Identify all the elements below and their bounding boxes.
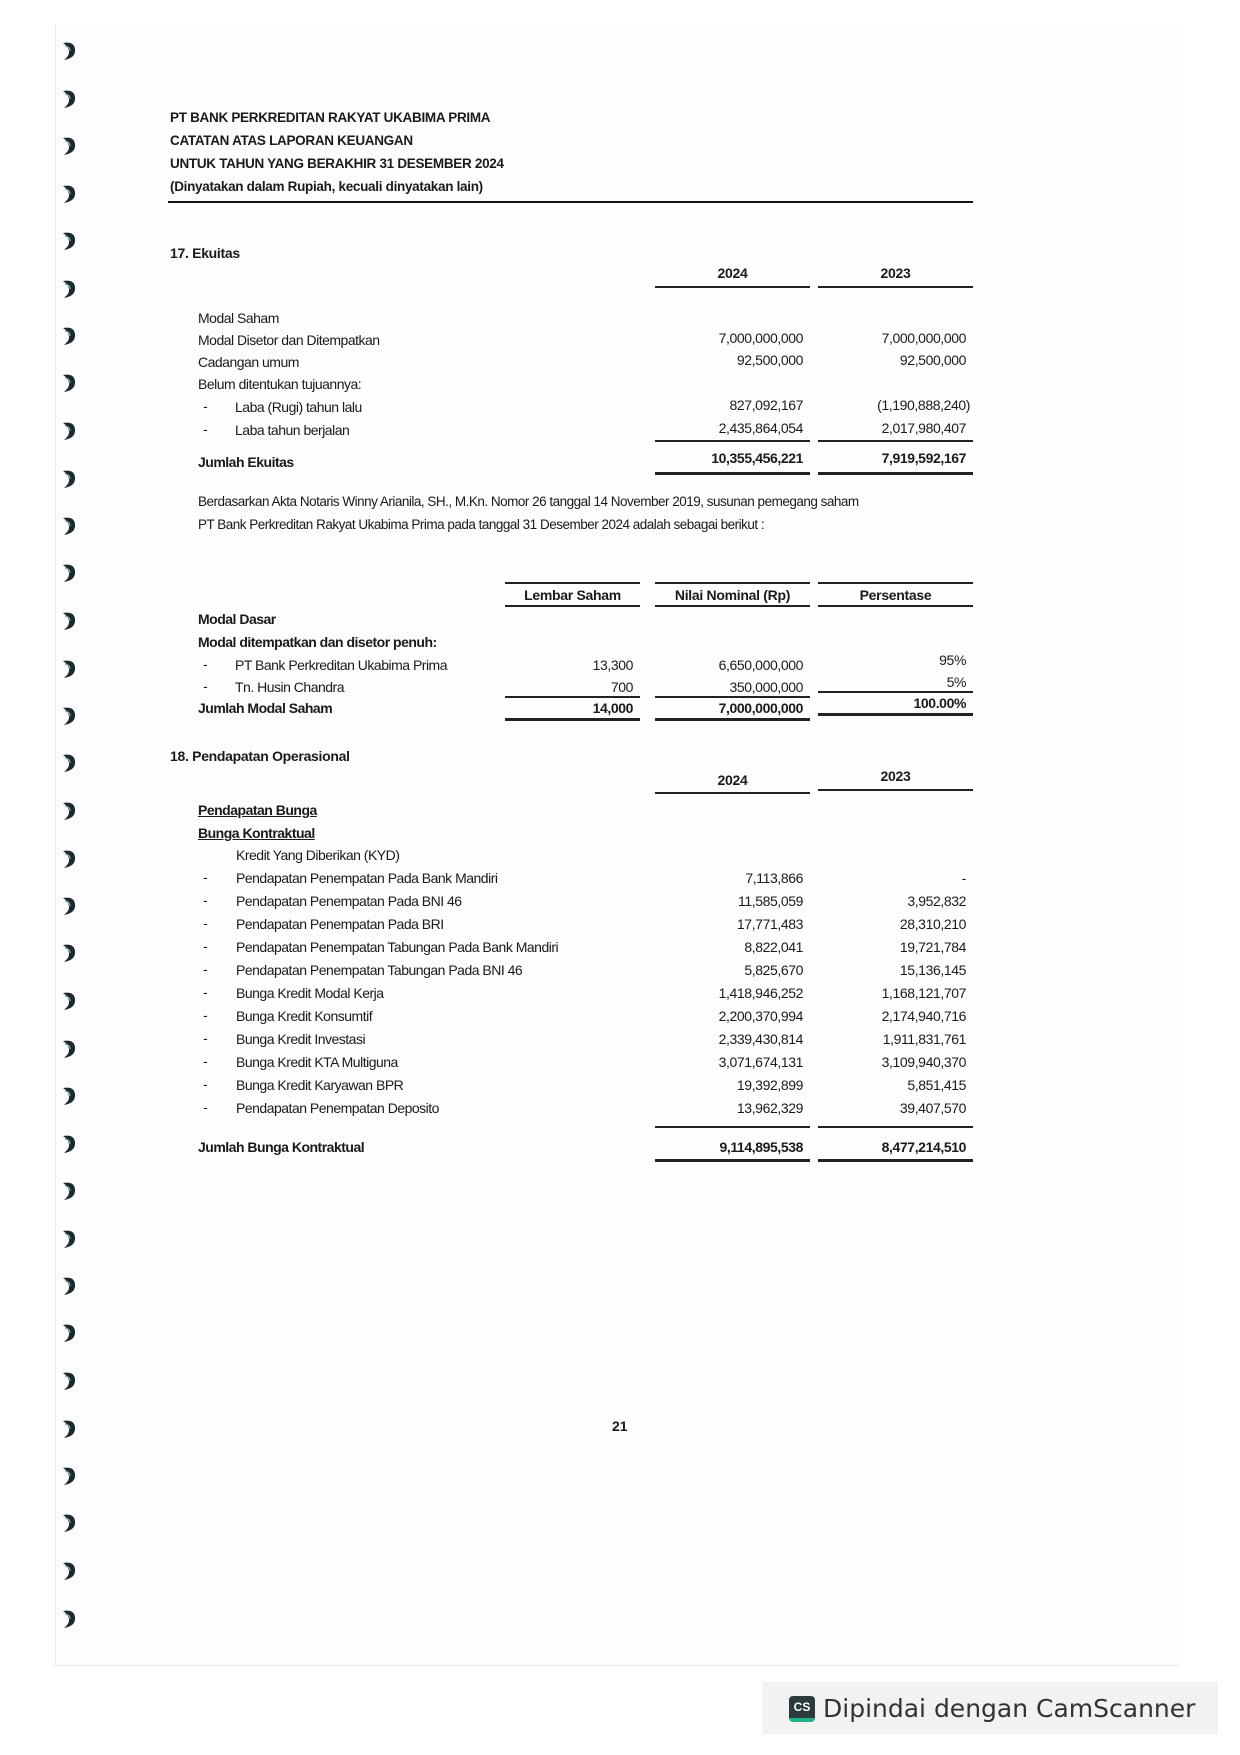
binder-ring-icon <box>60 562 78 584</box>
bullet: - <box>203 869 208 885</box>
binder-ring-icon <box>60 895 78 917</box>
equity-value-2023: 7,000,000,000 <box>881 330 966 346</box>
binder-ring-icon <box>60 610 78 632</box>
equity-value-2024: 2,435,864,054 <box>718 420 803 436</box>
income-row-label: Bunga Kredit Modal Kerja <box>236 985 384 1001</box>
income-value-2024: 7,113,866 <box>745 870 803 886</box>
income-value-2023: 15,136,145 <box>899 962 966 978</box>
bullet: - <box>203 1099 208 1115</box>
income-value-2023: 2,174,940,716 <box>881 1008 966 1024</box>
binder-ring-icon <box>60 1512 78 1534</box>
bullet: - <box>203 1030 208 1046</box>
rule <box>655 792 810 794</box>
binder-ring-icon <box>60 468 78 490</box>
income-value-2024: 5,825,670 <box>744 962 803 978</box>
bunga-kontraktual-heading: Bunga Kontraktual <box>198 825 315 841</box>
equity-value-2023: 2,017,980,407 <box>881 420 966 436</box>
col-lembar-saham: Lembar Saham <box>524 587 621 603</box>
income-value-2024: 17,771,483 <box>736 916 803 932</box>
bullet: - <box>203 398 208 414</box>
equity-row-label: Laba tahun berjalan <box>235 422 350 438</box>
binder-ring-icon <box>60 1322 78 1344</box>
equity-row-label: Modal Saham <box>198 310 279 326</box>
equity-value-2023: 92,500,000 <box>899 352 966 368</box>
col-2024: 2024 <box>717 772 748 788</box>
binder-ring-icon <box>60 990 78 1012</box>
section-17-title: 17. Ekuitas <box>170 245 240 261</box>
income-row-label: Pendapatan Penempatan Deposito <box>236 1100 439 1116</box>
col-persentase: Persentase <box>859 587 932 603</box>
income-value-2024: 11,585,059 <box>737 893 803 909</box>
binder-ring-icon <box>60 1133 78 1155</box>
double-rule <box>505 718 640 721</box>
income-row-label: Bunga Kredit KTA Multiguna <box>236 1054 398 1070</box>
share-total-percentage: 100.00% <box>913 695 966 711</box>
binder-ring-icon <box>60 325 78 347</box>
company-name: PT BANK PERKREDITAN RAKYAT UKABIMA PRIMA <box>170 110 491 125</box>
income-value-2024: 2,339,430,814 <box>718 1031 803 1047</box>
rule <box>655 1126 810 1128</box>
shareholder-percentage: 95% <box>939 652 966 668</box>
income-value-2024: 8,822,041 <box>744 939 803 955</box>
binder-ring-icon <box>60 40 78 62</box>
binder-ring-icon <box>60 1038 78 1060</box>
shareholder-name: PT Bank Perkreditan Ukabima Prima <box>235 657 447 673</box>
rule <box>818 440 973 442</box>
section-18-title: 18. Pendapatan Operasional <box>170 748 350 764</box>
income-value-2023: 28,310,210 <box>899 916 966 932</box>
rule <box>818 1126 973 1128</box>
share-total-shares: 14,000 <box>592 700 633 716</box>
col-2023: 2023 <box>880 265 911 281</box>
modal-dasar-label: Modal Dasar <box>198 611 276 627</box>
equity-row-label: Belum ditentukan tujuannya: <box>198 376 362 392</box>
shareholder-nominal: 350,000,000 <box>729 679 803 695</box>
equity-total-2024: 10,355,456,221 <box>711 450 803 466</box>
income-total-label: Jumlah Bunga Kontraktual <box>198 1139 365 1155</box>
shareholder-name: Tn. Husin Chandra <box>235 679 345 695</box>
bullet: - <box>203 421 208 437</box>
income-row-label: Bunga Kredit Konsumtif <box>236 1008 373 1024</box>
binder-ring-icon <box>60 278 78 300</box>
page-number: 21 <box>612 1418 628 1434</box>
rule <box>505 605 640 607</box>
bullet: - <box>203 961 208 977</box>
binder-ring-icon <box>60 1608 78 1630</box>
binder-ring-icon <box>60 135 78 157</box>
rule <box>818 789 973 791</box>
equity-row-label: Laba (Rugi) tahun lalu <box>235 399 362 415</box>
shareholder-percentage: 5% <box>946 674 966 690</box>
camscanner-watermark-text: Dipindai dengan CamScanner <box>823 1694 1196 1723</box>
binder-ring-icon <box>60 705 78 727</box>
header-divider <box>168 201 973 203</box>
income-value-2024: 2,200,370,994 <box>718 1008 803 1024</box>
income-value-2024: 19,392,899 <box>736 1077 803 1093</box>
share-total-label: Jumlah Modal Saham <box>198 700 333 716</box>
rule <box>655 582 810 584</box>
binder-ring-icon <box>60 1418 78 1440</box>
income-value-2023: 3,109,940,370 <box>881 1054 966 1070</box>
binder-ring-icon <box>60 1370 78 1392</box>
currency-note: (Dinyatakan dalam Rupiah, kecuali dinyatakan lain) <box>170 179 483 194</box>
notary-paragraph-line2: PT Bank Perkreditan Rakyat Ukabima Prima pada tanggal 31 Desember 2024 adalah sebagai berikut : <box>198 517 765 532</box>
notary-paragraph-line1: Berdasarkan Akta Notaris Winny Arianila, SH., M.Kn. Nomor 26 tanggal 14 November 2019, susunan pemegang saham <box>198 494 859 509</box>
binder-ring-icon <box>60 230 78 252</box>
double-rule <box>818 713 973 716</box>
income-total-2023: 8,477,214,510 <box>881 1139 966 1155</box>
binder-ring-icon <box>60 658 78 680</box>
col-nilai-nominal: Nilai Nominal (Rp) <box>674 587 791 603</box>
pendapatan-bunga-heading: Pendapatan Bunga <box>198 802 317 818</box>
double-rule <box>655 718 810 721</box>
share-total-nominal: 7,000,000,000 <box>718 700 803 716</box>
income-value-2023: 1,168,121,707 <box>881 985 966 1001</box>
income-value-2023: 3,952,832 <box>907 893 966 909</box>
kyd-heading: Kredit Yang Diberikan (KYD) <box>236 847 400 863</box>
rule <box>655 605 810 607</box>
income-value-2023: 1,911,831,761 <box>882 1031 966 1047</box>
rule <box>818 582 973 584</box>
income-row-label: Pendapatan Penempatan Tabungan Pada Bank Mandiri <box>236 939 559 955</box>
rule <box>655 440 810 442</box>
rule <box>655 286 810 288</box>
rule <box>818 691 973 693</box>
binder-ring-icon <box>60 372 78 394</box>
modal-ditempatkan-label: Modal ditempatkan dan disetor penuh: <box>198 634 437 650</box>
income-row-label: Bunga Kredit Karyawan BPR <box>236 1077 404 1093</box>
report-period: UNTUK TAHUN YANG BERAKHIR 31 DESEMBER 2024 <box>170 156 504 171</box>
bullet: - <box>203 915 208 931</box>
income-value-2024: 13,962,329 <box>736 1100 803 1116</box>
binder-ring-icon <box>60 1085 78 1107</box>
binder-ring-icon <box>60 1275 78 1297</box>
bullet: - <box>203 656 208 672</box>
bullet: - <box>203 892 208 908</box>
binder-ring-icon <box>60 420 78 442</box>
equity-total-label: Jumlah Ekuitas <box>198 454 294 470</box>
rule <box>818 286 973 288</box>
income-row-label: Pendapatan Penempatan Tabungan Pada BNI 46 <box>236 962 523 978</box>
income-value-2023: 19,721,784 <box>899 939 966 955</box>
equity-total-2023: 7,919,592,167 <box>881 450 966 466</box>
bullet: - <box>203 984 208 1000</box>
income-value-2024: 3,071,674,131 <box>718 1054 803 1070</box>
equity-value-2024: 7,000,000,000 <box>718 330 803 346</box>
income-value-2024: 1,418,946,252 <box>718 985 803 1001</box>
income-value-2023: 39,407,570 <box>899 1100 966 1116</box>
binder-ring-icon <box>60 1560 78 1582</box>
rule <box>505 696 640 698</box>
bullet: - <box>203 1076 208 1092</box>
bullet: - <box>203 938 208 954</box>
income-total-2024: 9,114,895,538 <box>719 1139 803 1155</box>
income-row-label: Pendapatan Penempatan Pada BNI 46 <box>236 893 462 909</box>
equity-value-2024: 92,500,000 <box>736 352 803 368</box>
double-rule <box>818 1159 973 1162</box>
col-2024: 2024 <box>717 265 748 281</box>
shareholder-shares: 13,300 <box>592 657 633 673</box>
camscanner-logo-icon: CS <box>789 1696 815 1722</box>
binder-ring-icon <box>60 183 78 205</box>
double-rule <box>655 1159 810 1162</box>
binder-ring-icon <box>60 1180 78 1202</box>
bullet: - <box>203 1053 208 1069</box>
report-title: CATATAN ATAS LAPORAN KEUANGAN <box>170 133 413 148</box>
equity-row-label: Modal Disetor dan Ditempatkan <box>198 332 380 348</box>
binder-ring-icon <box>60 515 78 537</box>
binder-ring-icon <box>60 1228 78 1250</box>
binder-ring-icon <box>60 1465 78 1487</box>
equity-value-2023: (1,190,888,240) <box>877 397 970 413</box>
equity-value-2024: 827,092,167 <box>729 397 803 413</box>
binder-ring-icon <box>60 88 78 110</box>
income-row-label: Pendapatan Penempatan Pada BRI <box>236 916 444 932</box>
bullet: - <box>203 678 208 694</box>
income-value-2023: 5,851,415 <box>907 1077 966 1093</box>
binder-ring-icon <box>60 848 78 870</box>
rule <box>818 605 973 607</box>
income-row-label: Pendapatan Penempatan Pada Bank Mandiri <box>236 870 498 886</box>
shareholder-shares: 700 <box>610 679 633 695</box>
binder-ring-icon <box>60 800 78 822</box>
equity-row-label: Cadangan umum <box>198 354 299 370</box>
shareholder-nominal: 6,650,000,000 <box>718 657 803 673</box>
income-value-2023: - <box>961 870 966 886</box>
col-2023: 2023 <box>880 768 911 784</box>
binder-ring-icon <box>60 752 78 774</box>
double-rule <box>655 472 810 475</box>
binder-ring-icon <box>60 942 78 964</box>
income-row-label: Bunga Kredit Investasi <box>236 1031 366 1047</box>
double-rule <box>818 472 973 475</box>
rule <box>505 582 640 584</box>
bullet: - <box>203 1007 208 1023</box>
rule <box>655 696 810 698</box>
